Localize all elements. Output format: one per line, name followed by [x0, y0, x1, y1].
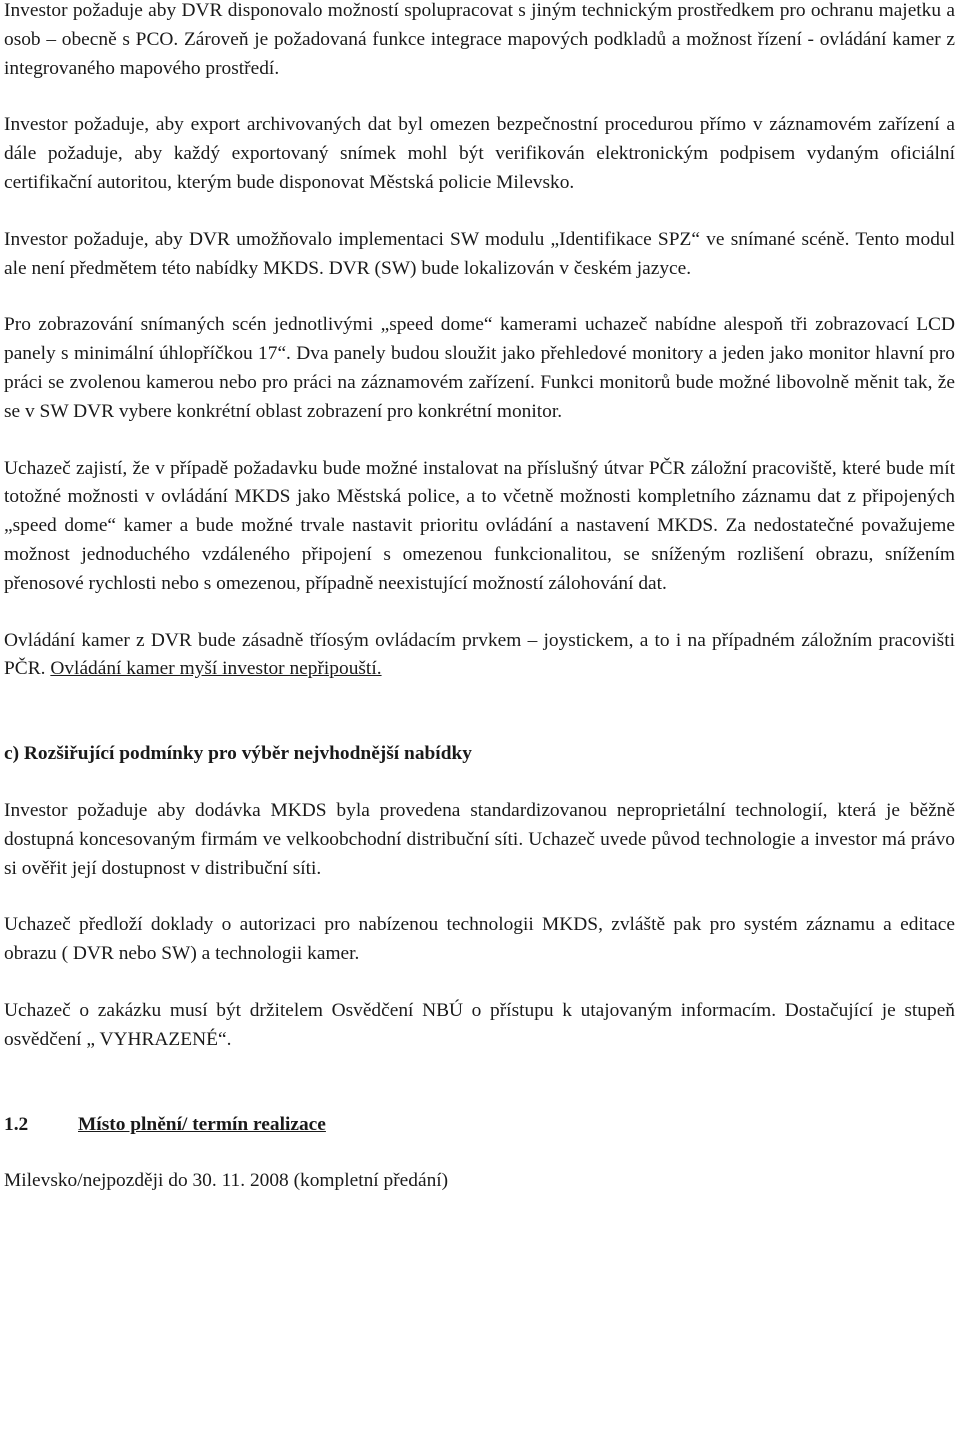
section-number: 1.2 [4, 1113, 29, 1135]
mouse-control-prohibited-text: Ovládání kamer myší investor nepřipouští. [50, 658, 382, 680]
section-c-heading: c) Rozšiřující podmínky pro výběr nejvhodnější nabídky [4, 743, 472, 765]
section-1-2-heading [4, 1111, 955, 1140]
paragraph-spz-module: Investor požaduje, aby DVR umožňovalo implementaci SW modulu „Identifikace SPZ“ ve snímané scéně. Tento modul ale není předmětem této nabídky MKDS. DVR (SW) bude lokalizován v českém jazyce. [4, 228, 955, 279]
paragraph-place-deadline: Milevsko/nejpozději do 30. 11. 2008 (kompletní předání) [4, 1170, 449, 1192]
paragraph-authorization-documents: Uchazeč předloží doklady o autorizaci pro nabízenou technologii MKDS, zvláště pak pro systém záznamu a editace obrazu ( DVR nebo SW) a technologii kamer. [4, 914, 955, 965]
paragraph-backup-workplace: Uchazeč zajistí, že v případě požadavku bude možné instalovat na příslušný útvar PČR záložní pracoviště, které bude mít totožné možnosti v ovládání MKDS jako Městská police, a to včetně možnosti kompletního záznamu dat z připojených „speed dome“ kamer a bude možné trvale nastavit prioritu ovládání a nastavení MKDS. Za nedostatečné považujeme možnost jednoduchého vzdáleného připojení s omezenou funkcionalitou, se sníženým rozlišení obrazu, snížením přenosové rychlosti nebo s omezenou, případně neexistující možností zálohování dat. [4, 457, 955, 594]
paragraph-joystick-control [4, 627, 955, 685]
document-page [4, 0, 955, 1196]
paragraph-dvr-cooperation: Investor požaduje aby DVR disponovalo možností spolupracovat s jiným technickým prostředkem pro ochranu majetku a osob – obecně s PCO. Zároveň je požadovaná funkce integrace mapových podkladů a možnost řízení - ovládání kamer z integrovaného mapového prostředí. [4, 0, 955, 79]
paragraph-nbu-certificate: Uchazeč o zakázku musí být držitelem Osvědčení NBÚ o přístupu k utajovaným informacím. Dostačující je stupeň osvědčení „ VYHRAZENÉ“. [4, 999, 955, 1050]
paragraph-export-security: Investor požaduje, aby export archivovaných dat byl omezen bezpečnostní procedurou přímo v záznamovém zařízení a dále požaduje, aby každý exportovaný snímek mohl být verifikován elektronickým podpisem vydaným oficiální certifikační autoritou, kterým bude disponovat Městská policie Milevsko. [4, 114, 955, 193]
section-title: Místo plnění/ termín realizace [78, 1113, 326, 1135]
paragraph-standard-technology: Investor požaduje aby dodávka MKDS byla provedena standardizovanou neproprietální technologií, která je běžně dostupná koncesovaným firmám ve velkoobchodní distribuční síti. Uchazeč uvede původ technologie a investor má právo si ověřit její dostupnost v distribuční síti. [4, 799, 955, 879]
joystick-text: Ovládání kamer z DVR bude zásadně tříosým ovládacím prvkem – joystickem, a to i na případném záložním pracovišti PČR. [4, 629, 955, 680]
paragraph-lcd-panels: Pro zobrazování snímaných scén jednotlivými „speed dome“ kamerami uchazeč nabídne alespoň tři zobrazovací LCD panely s minimální úhlopříčkou 17“. Dva panely budou sloužit jako přehledové monitory a jeden jako monitor hlavní pro práci se zvolenou kamerou nebo pro práci na záznamovém zařízení. Funkci monitorů bude možné libovolně měnit tak, že se v SW DVR vybere konkrétní oblast zobrazení pro konkrétní monitor. [4, 314, 955, 422]
